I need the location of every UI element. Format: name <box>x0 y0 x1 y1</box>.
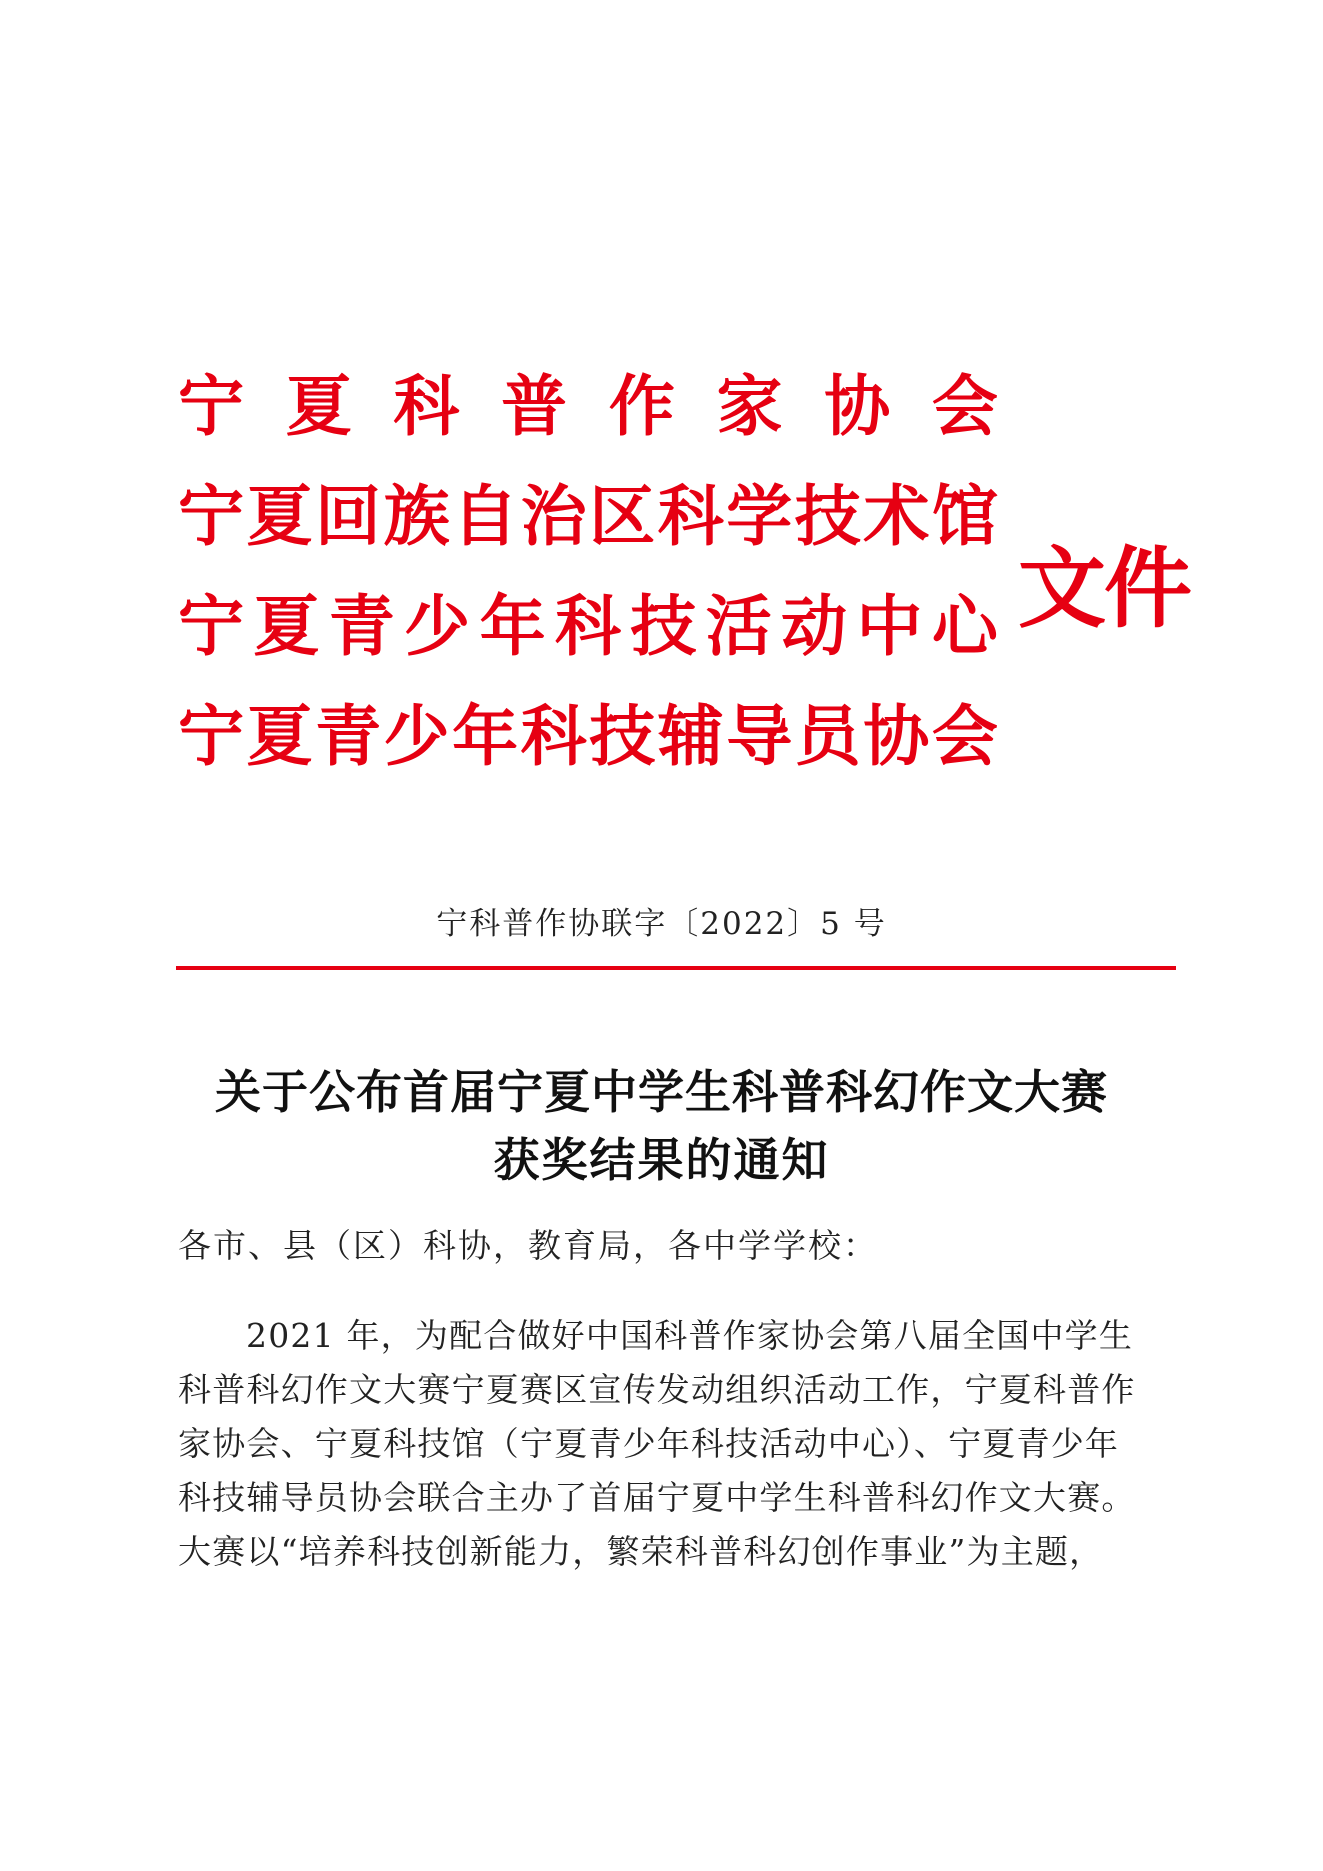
issuer-char: 青 <box>328 587 395 665</box>
issuer-line-2 <box>178 476 998 556</box>
issuer-line-4 <box>178 696 998 776</box>
salutation: 各市、县（区）科协，教育局，各中学学校： <box>178 1226 878 1265</box>
issuer-char: 会 <box>931 367 998 445</box>
issuer-char: 少 <box>383 697 450 775</box>
issuer-char: 中 <box>856 587 923 665</box>
issuer-char: 科 <box>657 477 724 555</box>
issuer-char: 心 <box>931 587 998 665</box>
issuer-char: 夏 <box>246 477 313 555</box>
issuer-char: 普 <box>501 367 568 445</box>
issuer-char: 科 <box>554 587 621 665</box>
body-text-line: 大赛以“培养科技创新能力，繁荣科普科幻创作事业”为主题， <box>178 1532 1104 1571</box>
issuer-char: 家 <box>716 367 783 445</box>
issuer-char: 区 <box>589 477 656 555</box>
issuer-char: 协 <box>863 697 930 775</box>
issuer-char: 活 <box>705 587 772 665</box>
issuer-char: 宁 <box>178 697 244 775</box>
issuer-char: 自 <box>452 477 519 555</box>
issuer-char: 年 <box>479 587 546 665</box>
issuer-char: 夏 <box>285 367 352 445</box>
issuer-line-3 <box>178 586 998 666</box>
issuer-char: 员 <box>794 697 861 775</box>
issuer-char: 治 <box>520 477 587 555</box>
issuer-char: 年 <box>452 697 519 775</box>
issuer-char: 宁 <box>178 587 244 665</box>
issuer-char: 术 <box>863 477 930 555</box>
issuer-char: 动 <box>781 587 848 665</box>
notice-title-line-2: 获奖结果的通知 <box>493 1133 830 1187</box>
issuer-char: 馆 <box>931 477 998 555</box>
body-text-line: 科技辅导员协会联合主办了首届宁夏中学生科普科幻作文大赛。 <box>178 1478 1136 1517</box>
issuer-char: 技 <box>630 587 697 665</box>
issuer-char: 夏 <box>246 697 313 775</box>
issuer-char: 作 <box>608 367 675 445</box>
notice-title-line-1: 关于公布首届宁夏中学生科普科幻作文大赛 <box>215 1065 1108 1119</box>
body-text-line: 2021 年，为配合做好中国科普作家协会第八届全国中学生 <box>246 1316 1134 1355</box>
issuer-char: 宁 <box>178 367 244 445</box>
issuer-char: 技 <box>794 477 861 555</box>
issuer-char: 科 <box>520 697 587 775</box>
issuer-char: 学 <box>726 477 793 555</box>
issuer-line-1 <box>178 366 998 446</box>
body-text-line: 家协会、宁夏科技馆（宁夏青少年科技活动中心）、宁夏青少年 <box>178 1424 1120 1463</box>
issuer-char: 导 <box>726 697 793 775</box>
issuer-char: 协 <box>824 367 891 445</box>
issuer-char: 回 <box>315 477 382 555</box>
issuer-char: 夏 <box>253 587 320 665</box>
issuer-char: 会 <box>931 697 998 775</box>
issuer-char: 科 <box>393 367 460 445</box>
issuer-char: 少 <box>404 587 471 665</box>
body-text-line: 科普科幻作文大赛宁夏赛区宣传发动组织活动工作，宁夏科普作 <box>178 1370 1136 1409</box>
issuer-char: 宁 <box>178 477 244 555</box>
issuer-char: 青 <box>315 697 382 775</box>
document-type-label: 文件 <box>1018 536 1191 640</box>
red-divider-line <box>176 966 1176 970</box>
issuer-char: 族 <box>383 477 450 555</box>
document-number: 宁科普作协联字〔2022〕5 号 <box>436 906 887 942</box>
issuer-char: 技 <box>589 697 656 775</box>
issuer-char: 辅 <box>657 697 724 775</box>
